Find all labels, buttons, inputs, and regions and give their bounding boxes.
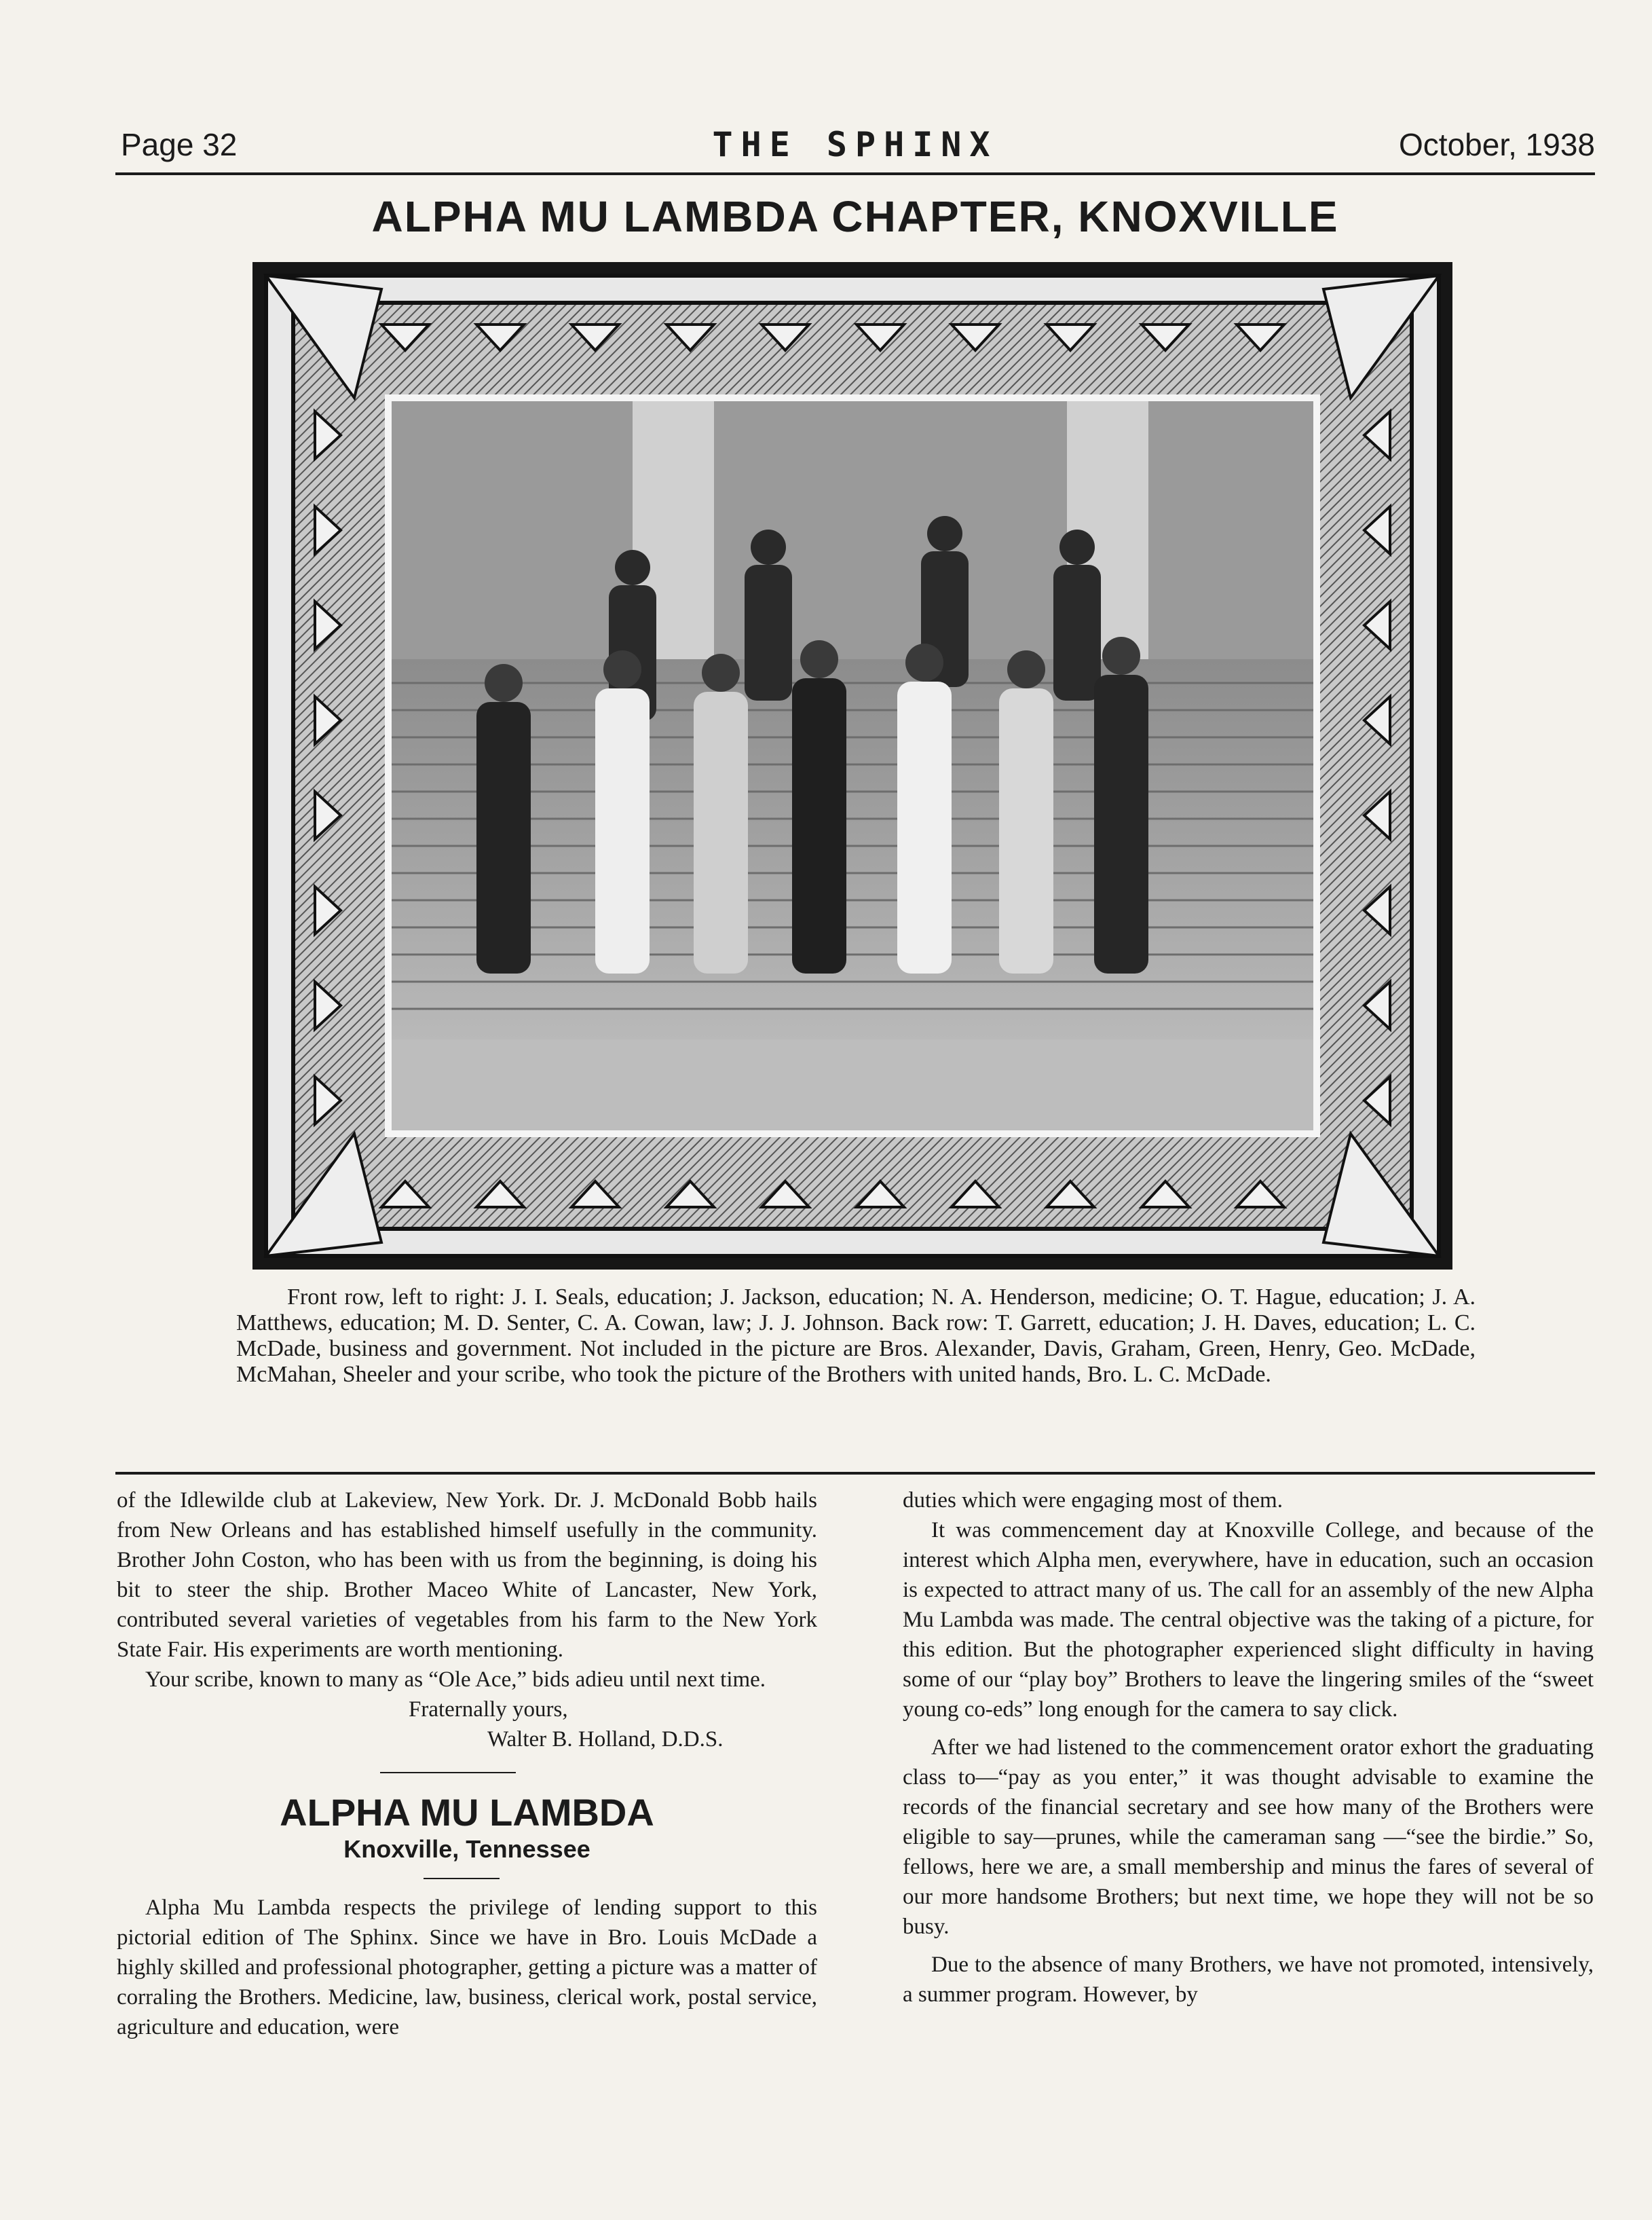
closing: Fraternally yours,: [409, 1697, 568, 1722]
right-paragraph-1: duties which were engaging most of them.: [903, 1488, 1283, 1513]
page-header: [115, 119, 1595, 175]
signature: Walter B. Holland, D.D.S.: [487, 1727, 724, 1752]
right-paragraph-3: After we had listened to the commencement orator exhort the graduating class to—“pay as you enter,” it was thought advisable to examine the records of the financial secretary and see how many of the Brothers were eligible to say—prunes, while the cameraman sang —“see the birdie.” So, fellows, here we are, a small membership and minus the fares of several of our more handsome Brothers; but next time, we hope they will not be so busy.: [903, 1735, 1594, 1939]
photo-caption: Front row, left to right: J. I. Seals, education; J. Jackson, education; N. A. Henderson, medicine; O. T. Hague, education; J. A. Matthews, education; M. D. Senter, C. A. Cowan, law; J. J. Johnson. Back row: T. Garrett, education; J. H. Daves, education; L. C. McDade, business and government. Not included in the picture are Bros. Alexander, Davis, Graham, Green, Henry, Geo. McDade, McMahan, Sheeler and your scribe, who took the picture of the Brothers with united hands, Bro. L. C. McDade.: [236, 1284, 1476, 1387]
right-paragraph-2: It was commencement day at Knoxville College, and because of the interest which Alpha men, everywhere, have in education, such an occasion is expected to attract many of us. The call for an assembly of the new Alpha Mu Lambda was made. The central objective was the taking of a picture, for this edition. But the photographer experienced slight difficulty in having some of our “play boy” Brothers to leave the lingering smiles of the “sweet young co-eds” long enough for the camera to say click.: [903, 1518, 1594, 1722]
short-divider: [380, 1772, 516, 1773]
group-photo: [252, 262, 1452, 1270]
left-column: [117, 1485, 817, 2042]
page-number: Page 32: [121, 127, 238, 162]
issue-date: October, 1938: [1399, 127, 1595, 162]
left-paragraph-1: of the Idlewilde club at Lakeview, New York. Dr. J. McDonald Bobb hails from New Orleans and has established himself usefully in the community. Brother John Coston, who has been with us from the beginning, is doing his bit to steer the ship. Brother Maceo White of Lancaster, New York, contributed several varieties of vegetables from his farm to the New York State Fair. His experiments are worth mentioning.: [117, 1488, 817, 1662]
section-divider: [115, 1472, 1595, 1475]
short-divider-2: [424, 1878, 500, 1879]
section-subtitle: Knoxville, Tennessee: [343, 1835, 590, 1863]
magazine-title: THE SPHINX: [712, 125, 998, 164]
article-title: ALPHA MU LAMBDA CHAPTER, KNOXVILLE: [371, 192, 1339, 241]
section-title: ALPHA MU LAMBDA: [280, 1791, 654, 1834]
group-photo-icon: [252, 262, 1452, 1270]
right-column: [903, 1485, 1594, 2010]
right-paragraph-4: Due to the absence of many Brothers, we have not promoted, intensively, a summer program. However, by: [903, 1953, 1594, 2007]
left-paragraph-3: Alpha Mu Lambda respects the privilege of lending support to this pictorial edition of The Sphinx. Since we have in Bro. Louis McDade a highly skilled and professional photographer, getting a picture was a matter of corraling the Brothers. Medicine, law, business, clerical work, postal service, agriculture and education, were: [117, 1895, 817, 2039]
left-paragraph-2: Your scribe, known to many as “Ole Ace,” bids adieu until next time.: [145, 1667, 766, 1692]
